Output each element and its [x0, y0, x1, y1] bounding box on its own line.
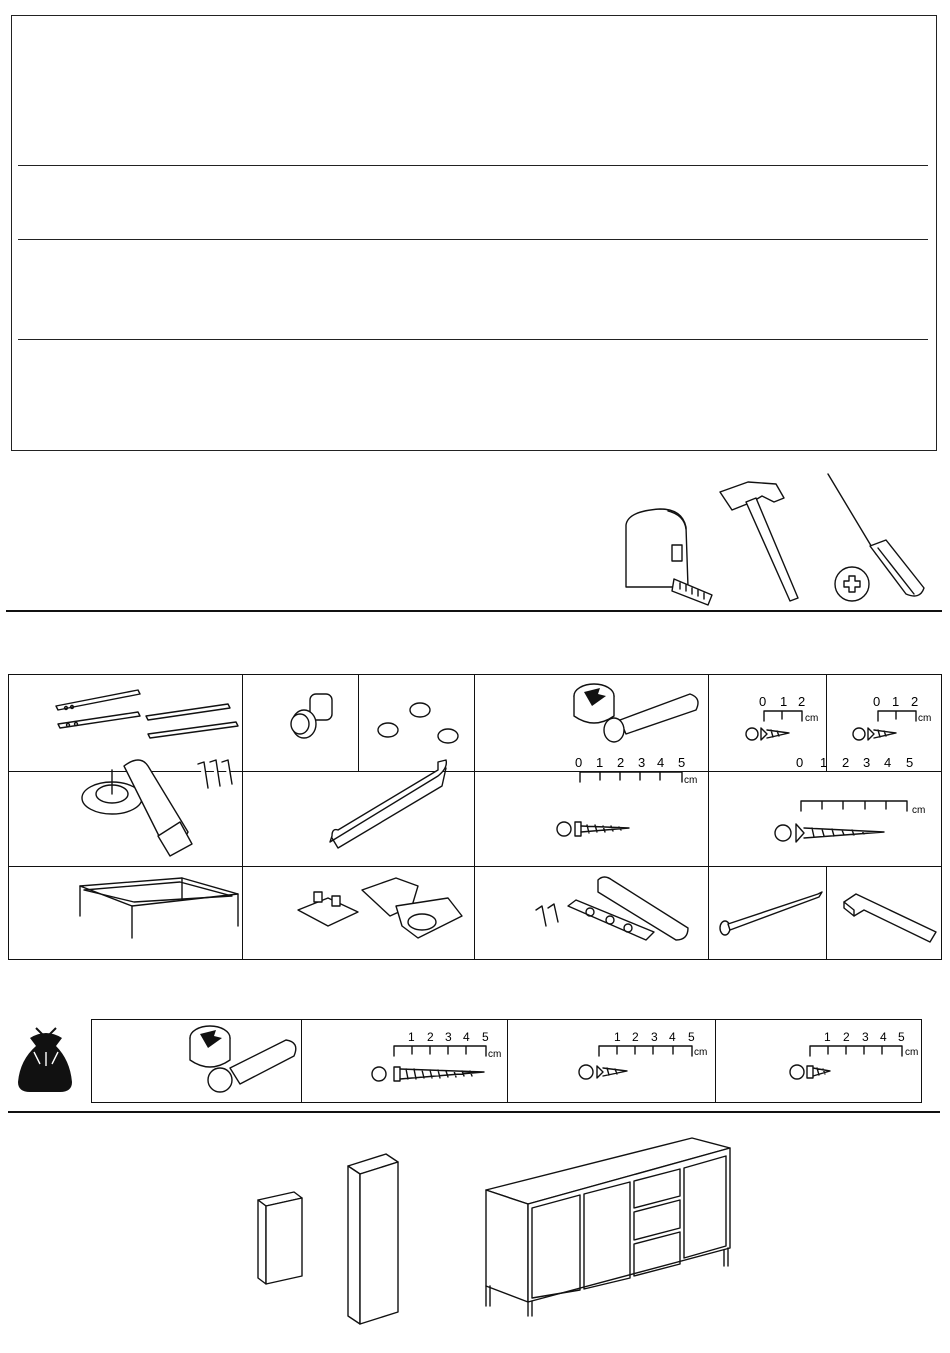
ruler-label: 0: [873, 694, 881, 709]
ruler-label: 3: [651, 1030, 658, 1044]
nail-icon: [718, 888, 828, 938]
medium-screw-icon: [555, 818, 645, 840]
ruler-label: 2: [617, 755, 625, 770]
ruler-unit: cm: [488, 1049, 502, 1060]
ruler-label: 3: [445, 1030, 452, 1044]
instruction-text-box: [11, 15, 937, 451]
ruler-unit: cm: [912, 805, 926, 816]
ruler-label: 2: [632, 1030, 639, 1044]
ruler-label: 1: [614, 1030, 621, 1044]
sideboard-icon: [480, 1134, 736, 1316]
ruler-unit: cm: [684, 775, 698, 786]
ruler-unit: cm: [805, 713, 819, 724]
ruler-icon: [762, 709, 822, 723]
ruler-label: 5: [678, 755, 686, 770]
ruler-label: 2: [427, 1030, 434, 1044]
ruler-label: 1: [820, 755, 828, 770]
ruler-label: 3: [638, 755, 646, 770]
ruler-unit: cm: [905, 1047, 919, 1058]
small-panel-icon: [254, 1190, 306, 1290]
ruler-label: 0: [759, 694, 767, 709]
ruler-label: 0: [796, 755, 804, 770]
hammer-icon: [712, 478, 802, 603]
tape-measure-icon: [620, 505, 720, 610]
bumper-pads-icon: [372, 700, 462, 750]
ruler-label: 4: [669, 1030, 676, 1044]
text-divider: [18, 239, 928, 240]
hex-key-icon: [842, 890, 942, 950]
short-screw-icon: [745, 724, 805, 744]
ruler-label: 5: [898, 1030, 905, 1044]
ruler-unit: cm: [694, 1047, 708, 1058]
knob-icon: [284, 686, 354, 746]
ruler-label: 1: [408, 1030, 415, 1044]
short-screw-icon: [852, 724, 912, 744]
ruler-icon: [392, 1044, 492, 1058]
long-screw-icon: [772, 820, 892, 846]
ruler-label: 5: [906, 755, 914, 770]
ruler-label: 3: [863, 755, 871, 770]
ruler-label: 1: [780, 694, 788, 709]
text-divider: [18, 339, 928, 340]
ruler-label: 1: [824, 1030, 831, 1044]
drawer-runners-icon: [52, 686, 242, 746]
handle-icon: [328, 758, 453, 858]
section-divider: [6, 610, 942, 612]
text-divider: [18, 165, 928, 166]
cam-lock-and-dowel-icon: [186, 1024, 306, 1096]
tall-panel-icon: [344, 1152, 404, 1328]
ruler-label: 2: [798, 694, 806, 709]
ruler-label: 2: [911, 694, 919, 709]
ruler-label: 4: [884, 755, 892, 770]
ruler-label: 4: [657, 755, 665, 770]
hinges-icon: [292, 876, 472, 946]
ruler-label: 2: [843, 1030, 850, 1044]
metal-frame-base-icon: [72, 876, 242, 946]
section-divider: [8, 1111, 940, 1113]
ruler-icon: [578, 770, 688, 784]
short-screw-icon: [577, 1062, 637, 1082]
ruler-label: 0: [575, 755, 583, 770]
phillips-head-icon: [842, 574, 862, 594]
cam-lock-and-dowel-icon: [570, 682, 710, 744]
screwdriver-icon: [820, 470, 930, 600]
adjustable-leg-icon: [78, 752, 248, 862]
ruler-label: 1: [892, 694, 900, 709]
ruler-icon: [597, 1044, 697, 1058]
wood-screw-with-washer-icon: [370, 1064, 490, 1084]
ruler-label: 3: [862, 1030, 869, 1044]
ruler-label: 4: [463, 1030, 470, 1044]
ruler-unit: cm: [918, 713, 932, 724]
short-screw-icon: [788, 1062, 838, 1082]
ruler-icon: [876, 709, 936, 723]
ruler-icon: [799, 799, 919, 813]
ruler-label: 4: [880, 1030, 887, 1044]
spare-parts-bag-icon: [16, 1024, 76, 1094]
ruler-icon: [808, 1044, 908, 1058]
ruler-label: 5: [688, 1030, 695, 1044]
ruler-label: 2: [842, 755, 850, 770]
ruler-label: 1: [596, 755, 604, 770]
soft-close-damper-icon: [524, 870, 694, 950]
ruler-label: 5: [482, 1030, 489, 1044]
